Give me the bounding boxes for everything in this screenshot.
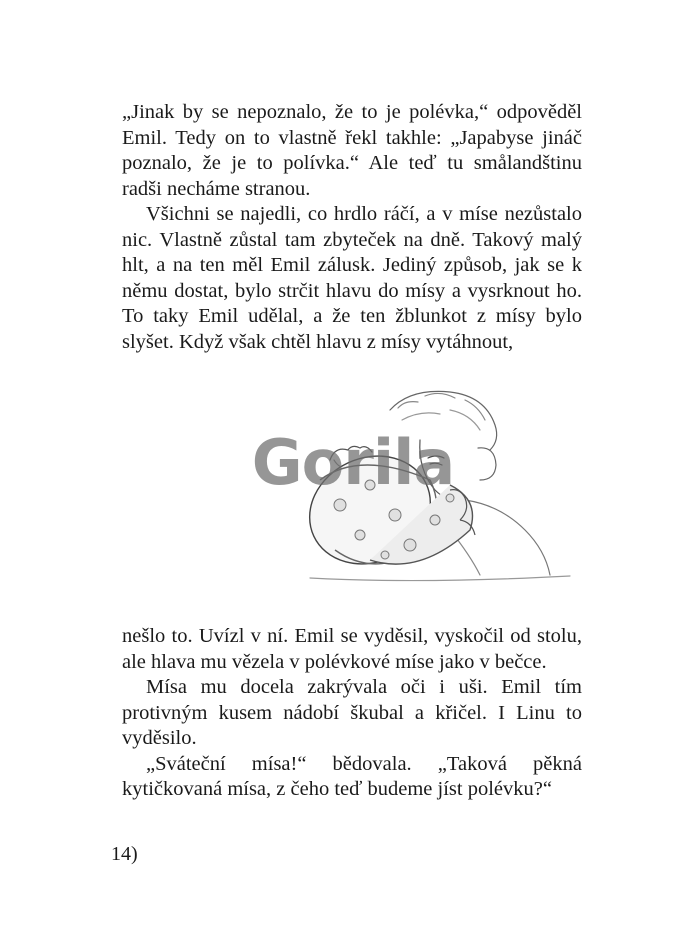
- paragraph: Všichni se najedli, co hrdlo ráčí, a v míse nezůstalo nic. Vlastně zůstal tam zbyteček na dně. Takový malý hlt, a na ten měl Emil zálusk. Jediný způsob, jak se k němu dostat, bylo strčit hlavu do mísy a vysrknout ho. To taky Emil udělal, a že ten žblunkot z mísy bylo slyšet. Když však chtěl hlavu z mísy vytáhnout,: [122, 203, 582, 353]
- text-block-bottom: [122, 624, 582, 803]
- paragraph: nešlo to. Uvízl v ní. Emil se vyděsil, vyskočil od stolu, ale hlava mu vězela v polévkové míse jako v bečce.: [122, 625, 582, 673]
- page-number: 14): [111, 843, 138, 865]
- text-block-top: [122, 100, 582, 355]
- paragraph: Mísa mu docela zakrývala oči i uši. Emil tím protivným kusem nádobí škubal a křičel. I Linu to vyděsilo.: [122, 676, 582, 749]
- paragraph: „Sváteční mísa!“ bědovala. „Taková pěkná kytičkovaná mísa, z čeho teď budeme jíst polévku?“: [122, 752, 582, 800]
- paragraph: „Jinak by se nepoznalo, že to je polévka,“ odpověděl Emil. Tedy on to vlastně řekl takhle: „Japabyse jináč poznalo, že je to polívka.“ Ale teď tu smålandštinu radši necháme stranou.: [122, 101, 582, 200]
- watermark-logo: Gorila: [251, 426, 455, 499]
